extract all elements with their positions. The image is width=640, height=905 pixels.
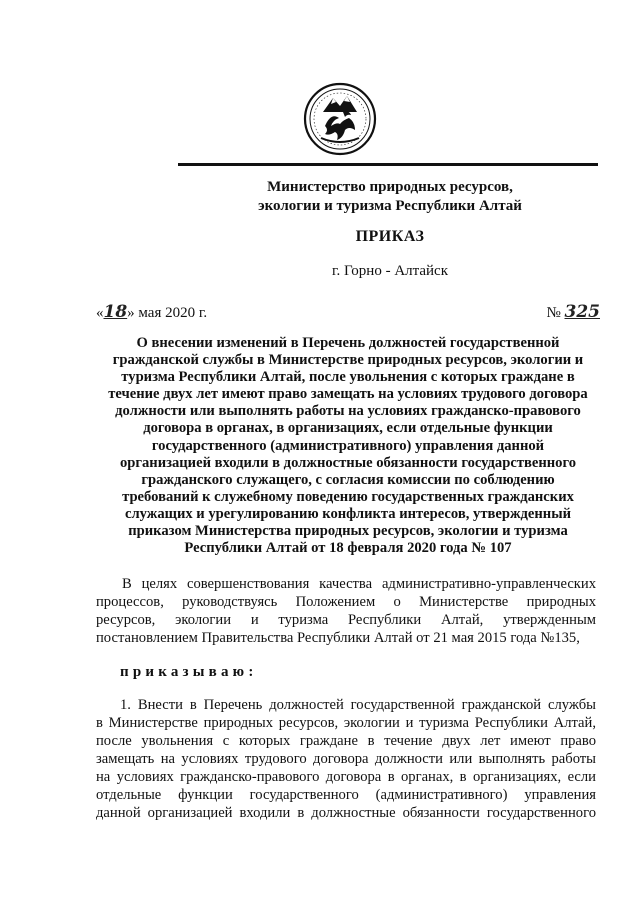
preamble-line: В целях совершенствования качества административно-управленческих xyxy=(122,576,596,592)
subject-line: Республики Алтай от 18 февраля 2020 года № 107 xyxy=(184,540,512,557)
subject-line: государственного (административного) управления данной xyxy=(151,437,545,454)
item-1-line: отдельные функции государственного (административного) управления xyxy=(96,787,596,803)
subject-line: должности или выполнять работы на условиях гражданско-правового xyxy=(115,403,581,420)
preamble-line: ресурсов, экологии и туризма Республики Алтай, утвержденным xyxy=(96,612,596,628)
item-1-line: на условиях гражданско-правового договора в органах, в организациях, если xyxy=(96,769,596,785)
item-1-line: данной организацией входили в должностные обязанности государственного xyxy=(96,805,596,821)
item-1-line: в Министерстве природных ресурсов, экологии и туризма Республики Алтай, xyxy=(96,715,596,731)
subject-line: гражданской службы в Министерстве природных ресурсов, экологии и xyxy=(112,352,584,369)
subject-line: организацией входили в должностные обязанности государственного xyxy=(119,454,577,471)
document-number xyxy=(520,302,600,322)
subject-line: приказом Министерства природных ресурсов, экологии и туризма xyxy=(128,523,568,540)
item-1-line: после увольнения с которых граждане в течение двух лет имеют право xyxy=(96,733,596,749)
subject-line: служащих и урегулированию конфликта интересов, утвержденный xyxy=(124,505,572,522)
document-title: ПРИКАЗ xyxy=(355,228,425,245)
item-1-line: 1. Внести в Перечень должностей государственной гражданской службы xyxy=(120,697,596,713)
item-1-line: замещать на условиях трудового договора должности или выполнять работы xyxy=(96,751,596,767)
subject-line: гражданского служащего, с согласия комиссии по соблюдению xyxy=(141,471,555,488)
coat-of-arms-emblem xyxy=(303,82,377,156)
emblem-icon xyxy=(303,82,377,156)
subject-line: договора в органах, в организациях, если отдельные функции xyxy=(143,420,553,437)
header-rule xyxy=(178,163,598,166)
subject-line: О внесении изменений в Перечень должностей государственной xyxy=(136,335,560,351)
document-date xyxy=(96,302,207,322)
orders-word: приказываю: xyxy=(120,664,258,680)
number-label: № xyxy=(546,305,561,321)
preamble-line: процессов, руководствуясь Положением о Министерстве природных xyxy=(96,594,596,610)
subject-line: туризма Республики Алтай, после увольнения с которых граждане в xyxy=(121,369,575,386)
ministry-name xyxy=(180,178,600,216)
preamble-paragraph xyxy=(96,575,596,647)
date-open-quote: « xyxy=(96,305,104,321)
ministry-line-2: экологии и туризма Республики Алтай xyxy=(258,198,522,214)
date-day-handwritten: 18 xyxy=(103,302,128,322)
document-subject xyxy=(96,335,600,557)
ministry-line-1: Министерство природных ресурсов, xyxy=(267,179,513,195)
subject-line: требований к служебному поведению государственных гражданских xyxy=(122,488,574,505)
subject-line: течение двух лет имеют право замещать на условиях трудового договора xyxy=(108,386,588,403)
date-rest: » мая 2020 г. xyxy=(127,305,208,321)
city: г. Горно - Алтайск xyxy=(331,263,449,279)
item-1-paragraph xyxy=(96,696,596,822)
number-value-handwritten: 325 xyxy=(564,302,600,322)
preamble-line: постановлением Правительства Республики Алтай от 21 мая 2015 года №135, xyxy=(96,630,580,646)
